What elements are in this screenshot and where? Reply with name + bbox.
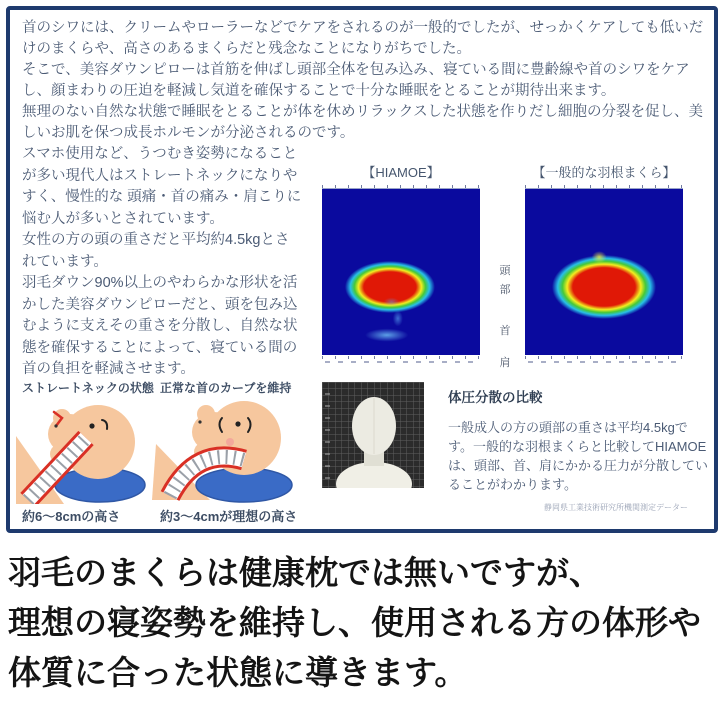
heatmap-body-part-labels [493, 262, 517, 373]
body-label: 頭 [499, 265, 511, 277]
summary-line: 羽毛のまくらは健康枕では無いですが、 [8, 554, 602, 591]
body-label: 肩 [499, 357, 511, 369]
pressure-comparison-body: 一般成人の方の頭部の重さは平均4.5kgです。一般的な羽根まくらと比較してHIAMOEは、頭部、首、肩にかかる圧力が分散していることがわかります。 [448, 420, 709, 492]
intro-paragraph: そこで、美容ダウンピローは首筋を伸ばし頭部全体を包み込み、寝ている間に豊齢線や首のシワをケアし、顔まわりの圧迫を軽減し気道を確保することで十分な睡眠をとることが期待出来ます。 [22, 62, 690, 99]
straight-neck-title: ストレートネックの状態 [22, 381, 154, 395]
body-label: 部 [499, 284, 511, 296]
pressure-heatmap-feather-pillow [525, 188, 683, 355]
normal-curve-caption: 約3～4cmが理想の高さ [160, 509, 298, 524]
info-panel [6, 6, 718, 533]
body-label: 首 [499, 325, 511, 337]
normal-curve-title: 正常な首のカーブを維持 [160, 381, 292, 395]
normal-neck-curve-illustration [152, 394, 302, 504]
pressure-comparison-text [448, 386, 712, 494]
heatmap-title-hiamoe: 【HIAMOE】 [362, 165, 440, 180]
summary-text [8, 548, 724, 698]
straight-neck-caption: 約6～8cmの高さ [22, 509, 121, 524]
left-paragraph: スマホ使用など、うつむき姿勢になることが多い現代人はストレートネックになりやすく、慢性的な 頭痛・首の痛み・肩こりに悩む人が多いとされています。 [22, 146, 302, 227]
intro-paragraph: 無理のない自然な状態で睡眠をとることが体を休めリラックスした状態を作りだし細胞の分裂を促し、美しいお肌を保つ成長ホルモンが分泌されるのです。 [22, 104, 704, 141]
left-paragraph: 羽毛ダウン90%以上のやわらかな形状を活かした美容ダウンピローだと、頭を包み込むように支えその重さを分散し、自然な状態を確保することによって、寝ている間の首の負担を軽減させます。 [22, 275, 298, 377]
pressure-heatmap-hiamoe [322, 188, 480, 355]
intro-paragraph: 首のシワには、クリームやローラーなどでケアをされるのが一般的でしたが、せっかくケアしても低いだけのまくらや、高さのあるまくらだと残念なことになりがちでした。 [22, 20, 704, 57]
mannequin-pressure-photo [322, 382, 424, 488]
data-source-note: 静岡県工業技術研究所機関測定データー [544, 503, 688, 512]
left-paragraph: 女性の方の頭の重さだと平均約4.5kgとされています。 [22, 232, 290, 270]
straight-neck-illustration [14, 394, 152, 504]
intro-text [22, 18, 706, 144]
straight-neck-text [22, 144, 302, 381]
pressure-comparison-title: 体圧分散の比較 [448, 390, 543, 405]
summary-line: 理想の寝姿勢を維持し、使用される方の体形や体質に合った状態に導きます。 [8, 604, 701, 691]
heatmap-title-feather-pillow: 【一般的な羽根まくら】 [532, 165, 676, 180]
